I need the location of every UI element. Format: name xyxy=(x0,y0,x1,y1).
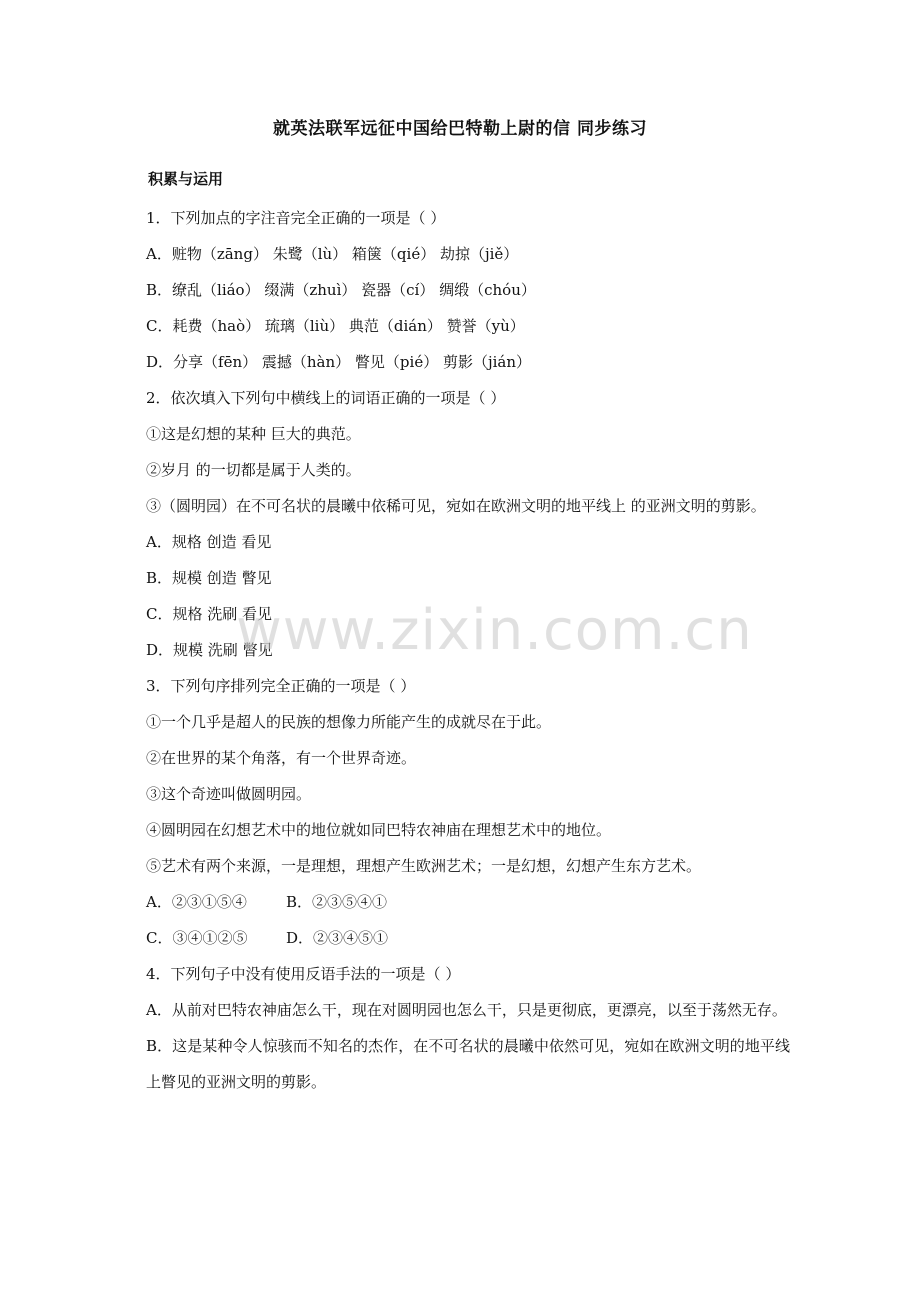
question-4-stem: 4．下列句子中没有使用反语手法的一项是（ ） xyxy=(146,965,461,983)
question-2-option-c: C．规格 洗刷 看见 xyxy=(146,605,273,623)
question-1-option-b: B．缭乱（liáo） 缀满（zhuì） 瓷器（cí） 绸缎（chóu） xyxy=(146,281,536,299)
question-1-option-d: D．分享（fēn） 震撼（hàn） 瞥见（pié） 剪影（jián） xyxy=(146,353,532,371)
question-3-sentence-4: ④圆明园在幻想艺术中的地位就如同巴特农神庙在理想艺术中的地位。 xyxy=(146,821,612,839)
question-2-sentence-3: ③（圆明园）在不可名状的晨曦中依稀可见，宛如在欧洲文明的地平线上 的亚洲文明的剪影。 xyxy=(146,497,766,515)
question-3-stem: 3．下列句序排列完全正确的一项是（ ） xyxy=(146,677,416,695)
question-list xyxy=(140,200,790,1100)
question-3-sentence-5: ⑤艺术有两个来源，一是理想，理想产生欧洲艺术；一是幻想，幻想产生东方艺术。 xyxy=(146,857,702,875)
question-1-option-a: A．赃物（zāng） 朱鹭（lù） 箱箧（qié） 劫掠（jiě） xyxy=(146,245,519,263)
question-2-option-b: B．规模 创造 瞥见 xyxy=(146,569,272,587)
question-3-sentence-1: ①一个几乎是超人的民族的想像力所能产生的成就尽在于此。 xyxy=(146,713,552,731)
question-3-sentence-3: ③这个奇迹叫做圆明园。 xyxy=(146,785,312,803)
question-3-sentence-2: ②在世界的某个角落，有一个世界奇迹。 xyxy=(146,749,417,767)
question-3-option-b: B．②③⑤④① xyxy=(286,893,388,911)
question-1-stem: 1．下列加点的字注音完全正确的一项是（ ） xyxy=(146,209,446,227)
question-2-sentence-1: ①这是幻想的某种 巨大的典范。 xyxy=(146,425,361,443)
question-3-options-row-2 xyxy=(140,920,790,956)
section-heading: 积累与运用 xyxy=(148,170,224,188)
watermark-text: www.zixin.com.cn xyxy=(236,598,753,663)
question-1-option-c: C．耗费（haò） 琉璃（liù） 典范（dián） 赞誉（yù） xyxy=(146,317,525,335)
document-title: 就英法联军远征中国给巴特勒上尉的信 同步练习 xyxy=(273,119,647,139)
question-2-sentence-2: ②岁月 的一切都是属于人类的。 xyxy=(146,461,361,479)
question-2-option-a: A．规格 创造 看见 xyxy=(146,533,272,551)
question-3-option-a: A．②③①⑤④ xyxy=(146,893,247,911)
question-3-option-d: D．②③④⑤① xyxy=(286,929,389,947)
question-4-option-b: B．这是某种令人惊骇而不知名的杰作，在不可名状的晨曦中依然可见，宛如在欧洲文明的地平线上瞥见的亚洲文明的剪影。 xyxy=(146,1037,790,1091)
question-3-option-c: C．③④①②⑤ xyxy=(146,929,248,947)
question-4-option-a: A．从前对巴特农神庙怎么干，现在对圆明园也怎么干，只是更彻底，更漂亮，以至于荡然无存。 xyxy=(146,1001,787,1019)
question-2-stem: 2．依次填入下列句中横线上的词语正确的一项是（ ） xyxy=(146,389,506,407)
question-2-option-d: D．规模 洗刷 瞥见 xyxy=(146,641,273,659)
question-3-options-row-1 xyxy=(140,884,790,920)
